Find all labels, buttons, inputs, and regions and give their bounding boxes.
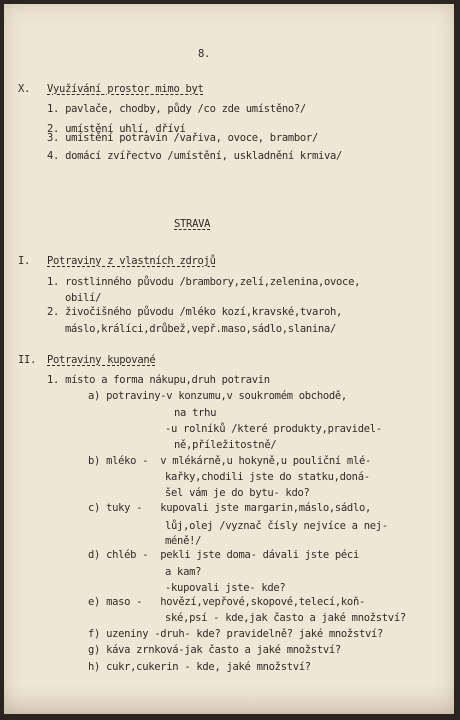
section-i-numeral: I. — [18, 255, 31, 267]
section-i-line-1: 1. rostlinného původu /brambory,zelí,zelenina,ovoce, — [47, 276, 361, 288]
section-x-item-3: 3. umístění potravin /vařiva, ovoce, brambor/ — [47, 132, 318, 144]
item-d-line-2: a kam? — [165, 566, 202, 578]
item-c-line-1: c) tuky - kupovali jste margarin,máslo,sádlo, — [88, 502, 372, 514]
item-c-line-3: méně!/ — [165, 535, 202, 547]
item-f-line: f) uzeniny -druh- kde? pravidelně? jaké množství? — [88, 628, 384, 640]
item-h-line: h) cukr,cukerin - kde, jaké množství? — [88, 661, 311, 673]
page-number: 8. — [198, 48, 211, 60]
item-c-line-2: lůj,olej /vyznač čísly nejvíce a nej- — [165, 520, 388, 532]
item-b-line-2: kařky,chodili jste do statku,doná- — [165, 471, 370, 483]
item-d-line-3: -kupovali jste- kde? — [165, 582, 286, 594]
item-d-line-1: d) chléb - pekli jste doma- dávali jste péci — [88, 549, 359, 561]
section-x-item-4: 4. domácí zvířectvo /umístění, uskladnění krmiva/ — [47, 150, 343, 162]
section-ii-heading: Potraviny kupované — [47, 354, 156, 366]
item-b-line-1: b) mléko - v mlékárně,u hokyně,u pouliční mlé- — [88, 455, 372, 467]
item-g-line: g) káva zrnková-jak často a jaké množství? — [88, 644, 341, 656]
section-x-item-2: 2. umístění uhlí, dříví — [47, 123, 186, 135]
section-i-line-4: máslo,králíci,drůbež,vepř.maso,sádlo,slanina/ — [65, 323, 336, 335]
item-a-line-4: ně,příležitostně/ — [174, 439, 277, 451]
item-a-line-2: na trhu — [174, 407, 217, 419]
strava-title: STRAVA — [174, 218, 211, 230]
section-x-numeral: X. — [18, 83, 31, 95]
section-x-item-1: 1. pavlače, chodby, půdy /co zde umístěno?/ — [47, 103, 306, 115]
item-e-line-1: e) maso - hovězí,vepřové,skopové,telecí,koň- — [88, 596, 365, 608]
item-a-line-3: -u rolníků /které produkty,pravidel- — [165, 423, 382, 435]
section-ii-item-1: 1. místo a forma nákupu,druh potravin — [47, 374, 270, 386]
section-x-heading: Využívání prostor mimo byt — [47, 83, 204, 95]
item-e-line-2: ské,psí - kde,jak často a jaké množství? — [165, 612, 406, 624]
section-ii-numeral: II. — [18, 354, 37, 366]
section-i-line-2: obilí/ — [65, 292, 102, 304]
document-page — [4, 4, 454, 714]
item-a-line-1: a) potraviny-v konzumu,v soukromém obchodě, — [88, 390, 347, 402]
section-i-heading: Potraviny z vlastních zdrojů — [47, 255, 216, 267]
section-i-line-3: 2. živočišného původu /mléko kozí,kravské,tvaroh, — [47, 306, 343, 318]
item-b-line-3: šel vám je do bytu- kdo? — [165, 487, 310, 499]
